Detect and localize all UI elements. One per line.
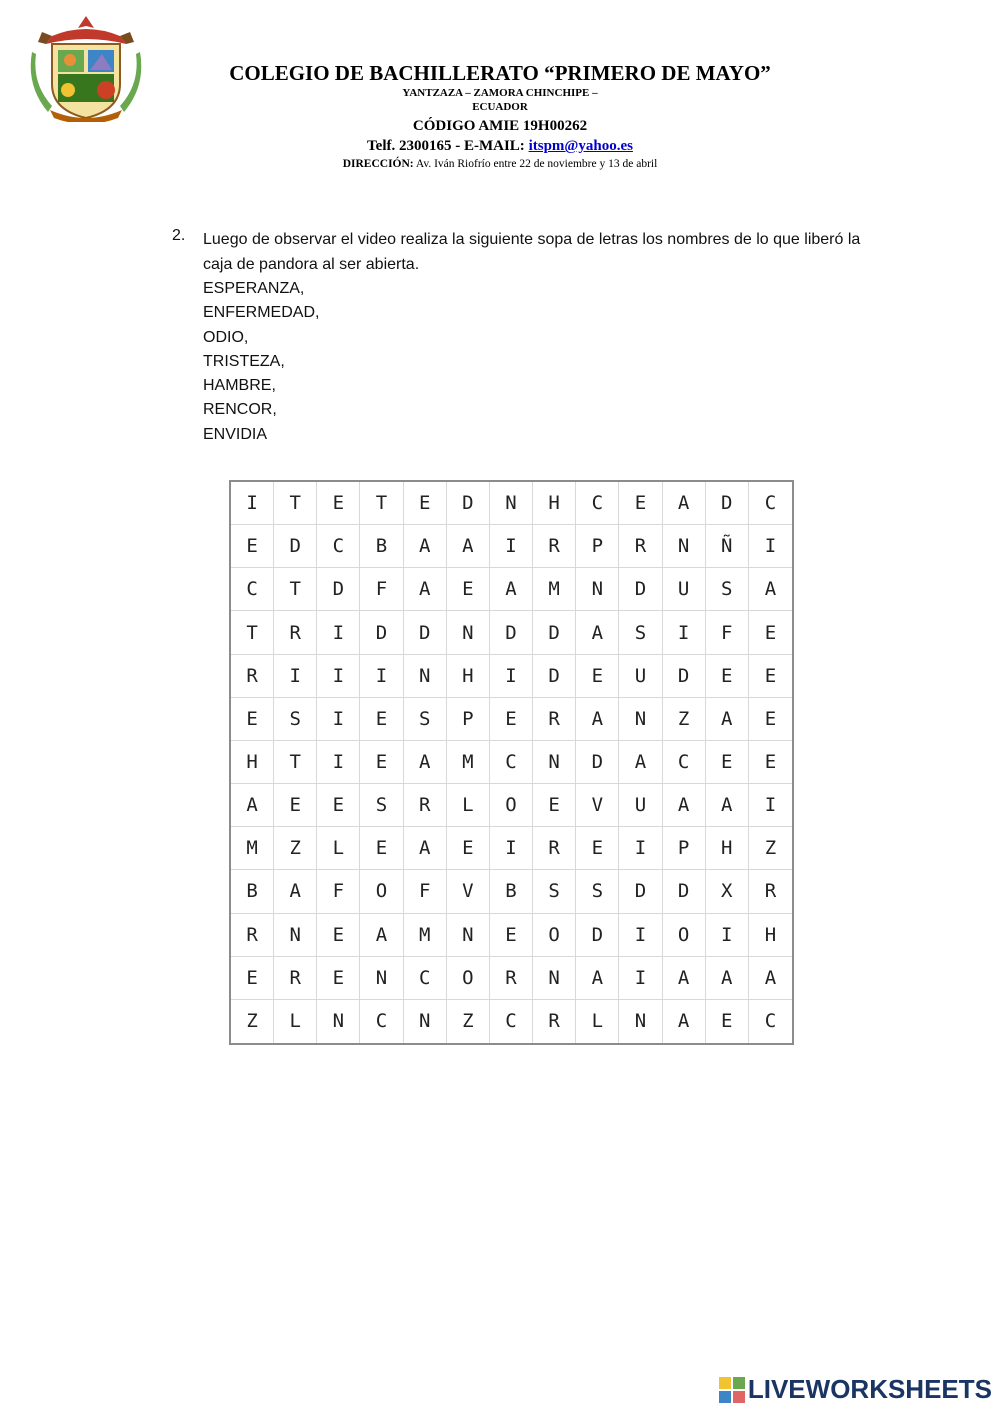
grid-cell[interactable]: I	[619, 827, 662, 870]
grid-cell[interactable]: N	[619, 698, 662, 741]
grid-cell[interactable]: S	[274, 698, 317, 741]
grid-cell[interactable]: B	[231, 870, 274, 913]
grid-cell[interactable]: Ñ	[706, 525, 749, 568]
grid-cell[interactable]: I	[490, 655, 533, 698]
grid-cell[interactable]: D	[533, 655, 576, 698]
grid-cell[interactable]: R	[533, 698, 576, 741]
grid-cell[interactable]: E	[490, 698, 533, 741]
grid-cell[interactable]: V	[576, 784, 619, 827]
grid-cell[interactable]: E	[706, 1000, 749, 1043]
address-label: DIRECCIÓN:	[342, 158, 414, 170]
grid-cell[interactable]: C	[490, 1000, 533, 1043]
grid-cell[interactable]: A	[447, 525, 490, 568]
grid-cell[interactable]: N	[533, 741, 576, 784]
grid-cell[interactable]: I	[619, 914, 662, 957]
grid-cell[interactable]: R	[231, 655, 274, 698]
grid-cell[interactable]: D	[317, 568, 360, 611]
school-address	[0, 156, 1000, 172]
grid-cell[interactable]: A	[749, 568, 792, 611]
grid-cell[interactable]: N	[317, 1000, 360, 1043]
grid-cell[interactable]: M	[447, 741, 490, 784]
grid-cell[interactable]: D	[706, 482, 749, 525]
grid-cell[interactable]: E	[317, 482, 360, 525]
school-email-link[interactable]: itspm@yahoo.es	[528, 138, 633, 154]
grid-cell[interactable]: N	[447, 611, 490, 654]
grid-cell[interactable]: E	[749, 611, 792, 654]
school-location-line2: ECUADOR	[472, 101, 528, 113]
grid-cell[interactable]: E	[231, 525, 274, 568]
word-list-item: ESPERANZA,	[203, 280, 305, 297]
grid-cell[interactable]: X	[706, 870, 749, 913]
grid-cell[interactable]: I	[274, 655, 317, 698]
grid-cell[interactable]: I	[231, 482, 274, 525]
grid-cell[interactable]: N	[619, 1000, 662, 1043]
grid-cell[interactable]: I	[317, 698, 360, 741]
grid-cell[interactable]: R	[231, 914, 274, 957]
grid-cell[interactable]: E	[404, 482, 447, 525]
grid-cell[interactable]: E	[749, 655, 792, 698]
grid-cell[interactable]: E	[447, 827, 490, 870]
grid-cell[interactable]: E	[619, 482, 662, 525]
question-text: Luego de observar el video realiza la siguiente sopa de letras los nombres de lo que liberó la caja de pandora al ser abierta.	[203, 231, 861, 273]
grid-cell[interactable]: T	[360, 482, 403, 525]
grid-cell[interactable]: C	[231, 568, 274, 611]
grid-cell[interactable]: F	[706, 611, 749, 654]
grid-cell[interactable]: M	[533, 568, 576, 611]
word-list-item: ENVIDIA	[203, 425, 268, 443]
grid-cell[interactable]: I	[749, 784, 792, 827]
grid-cell[interactable]: A	[663, 1000, 706, 1043]
grid-cell[interactable]: F	[317, 870, 360, 913]
grid-cell[interactable]: D	[619, 568, 662, 611]
grid-cell[interactable]: R	[404, 784, 447, 827]
question-number: 2.	[172, 227, 186, 244]
grid-cell[interactable]: N	[447, 914, 490, 957]
word-search-grid	[229, 480, 794, 1045]
grid-cell[interactable]: N	[404, 1000, 447, 1043]
grid-cell[interactable]: R	[533, 827, 576, 870]
grid-cell[interactable]: A	[663, 784, 706, 827]
grid-cell[interactable]: O	[360, 870, 403, 913]
grid-cell[interactable]: M	[231, 827, 274, 870]
grid-cell[interactable]: H	[533, 482, 576, 525]
grid-cell[interactable]: O	[533, 914, 576, 957]
grid-cell[interactable]: O	[663, 914, 706, 957]
grid-cell[interactable]: P	[576, 525, 619, 568]
grid-cell[interactable]: S	[576, 870, 619, 913]
grid-cell[interactable]: E	[317, 957, 360, 1000]
grid-cell[interactable]: L	[447, 784, 490, 827]
grid-cell[interactable]: L	[576, 1000, 619, 1043]
grid-cell[interactable]: E	[490, 914, 533, 957]
word-list-item: HAMBRE,	[203, 377, 276, 395]
grid-cell[interactable]: H	[706, 827, 749, 870]
word-list-item: RENCOR,	[203, 401, 277, 419]
grid-cell[interactable]: H	[231, 741, 274, 784]
grid-cell[interactable]: U	[619, 784, 662, 827]
grid-cell[interactable]: I	[490, 525, 533, 568]
address-text: Av. Iván Riofrío entre 22 de noviembre y 13 de abril	[413, 158, 658, 170]
grid-cell[interactable]: E	[317, 784, 360, 827]
grid-cell[interactable]: M	[404, 914, 447, 957]
grid-cell[interactable]: E	[576, 655, 619, 698]
grid-cell[interactable]: U	[619, 655, 662, 698]
grid-cell[interactable]: D	[404, 611, 447, 654]
grid-cell[interactable]: I	[706, 914, 749, 957]
grid-cell[interactable]: U	[663, 568, 706, 611]
grid-cell[interactable]: I	[490, 827, 533, 870]
grid-cell[interactable]: E	[576, 827, 619, 870]
grid-cell[interactable]: N	[490, 482, 533, 525]
school-code: CÓDIGO AMIE 19H00262	[412, 118, 588, 134]
grid-cell[interactable]: S	[619, 611, 662, 654]
grid-cell[interactable]: N	[360, 957, 403, 1000]
grid-cell[interactable]: I	[317, 611, 360, 654]
school-location-line1: YANTZAZA – ZAMORA CHINCHIPE –	[402, 87, 598, 99]
grid-cell[interactable]: T	[231, 611, 274, 654]
grid-cell[interactable]: E	[749, 698, 792, 741]
grid-cell[interactable]: E	[360, 741, 403, 784]
grid-cell[interactable]: Z	[749, 827, 792, 870]
grid-cell[interactable]: D	[576, 914, 619, 957]
liveworksheets-brand	[719, 1374, 992, 1405]
grid-cell[interactable]: A	[576, 957, 619, 1000]
grid-cell[interactable]: S	[533, 870, 576, 913]
grid-cell[interactable]: O	[490, 784, 533, 827]
grid-cell[interactable]: A	[749, 957, 792, 1000]
brand-text: LIVEWORKSHEETS	[747, 1374, 992, 1404]
grid-cell[interactable]: N	[274, 914, 317, 957]
grid-cell[interactable]: D	[533, 611, 576, 654]
school-phone: Telf. 2300165 - E-MAIL:	[367, 138, 529, 154]
grid-cell[interactable]: D	[274, 525, 317, 568]
grid-cell[interactable]: C	[404, 957, 447, 1000]
grid-cell[interactable]: A	[360, 914, 403, 957]
grid-cell[interactable]: S	[706, 568, 749, 611]
grid-cell[interactable]: B	[360, 525, 403, 568]
grid-cell[interactable]: A	[404, 525, 447, 568]
grid-cell[interactable]: A	[663, 957, 706, 1000]
school-contact	[0, 136, 1000, 156]
grid-cell[interactable]: C	[764, 1010, 777, 1033]
grid-cell[interactable]: I	[317, 655, 360, 698]
grid-cell[interactable]: A	[706, 784, 749, 827]
grid-cell[interactable]: C	[317, 525, 360, 568]
grid-cell[interactable]: H	[749, 914, 792, 957]
grid-cell[interactable]: P	[663, 827, 706, 870]
grid-cell[interactable]: F	[404, 870, 447, 913]
grid-cell[interactable]: N	[576, 568, 619, 611]
grid-cell[interactable]: A	[231, 784, 274, 827]
grid-cell[interactable]: N	[663, 525, 706, 568]
grid-cell[interactable]: D	[663, 655, 706, 698]
grid-cell[interactable]: I	[619, 957, 662, 1000]
word-search-cells	[231, 482, 792, 1043]
grid-cell[interactable]: S	[404, 698, 447, 741]
grid-cell[interactable]: Z	[274, 827, 317, 870]
grid-cell[interactable]: Z	[663, 698, 706, 741]
grid-cell[interactable]: D	[619, 870, 662, 913]
grid-cell[interactable]: B	[490, 870, 533, 913]
grid-cell[interactable]: E	[360, 827, 403, 870]
grid-cell[interactable]: L	[274, 1000, 317, 1043]
grid-cell[interactable]: I	[317, 741, 360, 784]
grid-cell[interactable]: C	[576, 482, 619, 525]
grid-cell[interactable]: P	[447, 698, 490, 741]
grid-cell[interactable]: H	[447, 655, 490, 698]
grid-cell[interactable]: A	[663, 482, 706, 525]
word-list	[203, 277, 319, 447]
grid-cell[interactable]: R	[619, 525, 662, 568]
grid-cell[interactable]: Z	[447, 1000, 490, 1043]
grid-cell[interactable]: V	[447, 870, 490, 913]
grid-cell[interactable]: A	[404, 827, 447, 870]
liveworksheets-logo-icon	[719, 1377, 745, 1403]
school-name: COLEGIO DE BACHILLERATO “PRIMERO DE MAYO”	[229, 61, 771, 85]
grid-cell[interactable]: A	[576, 611, 619, 654]
grid-cell[interactable]: R	[749, 870, 792, 913]
grid-cell[interactable]: N	[533, 957, 576, 1000]
grid-cell[interactable]: C	[749, 482, 792, 525]
grid-cell[interactable]: T	[274, 482, 317, 525]
grid-cell[interactable]: A	[490, 568, 533, 611]
grid-cell[interactable]: R	[490, 957, 533, 1000]
grid-cell[interactable]: A	[404, 568, 447, 611]
grid-cell[interactable]: R	[274, 611, 317, 654]
word-list-item: ODIO,	[203, 328, 249, 346]
grid-cell[interactable]: E	[274, 784, 317, 827]
word-list-item: ENFERMEDAD,	[203, 304, 320, 322]
grid-cell[interactable]: N	[404, 655, 447, 698]
school-header	[0, 60, 1000, 172]
grid-cell[interactable]: E	[231, 698, 274, 741]
grid-cell[interactable]: C	[663, 741, 706, 784]
grid-cell[interactable]: E	[706, 655, 749, 698]
grid-cell[interactable]: D	[576, 741, 619, 784]
word-list-item: TRISTEZA,	[203, 352, 285, 370]
grid-cell[interactable]: A	[619, 741, 662, 784]
grid-cell[interactable]: E	[706, 741, 749, 784]
grid-cell[interactable]: R	[533, 525, 576, 568]
grid-cell[interactable]: O	[447, 957, 490, 1000]
grid-cell[interactable]: L	[317, 827, 360, 870]
grid-cell[interactable]: I	[360, 655, 403, 698]
grid-cell[interactable]: D	[360, 611, 403, 654]
grid-cell[interactable]: A	[576, 698, 619, 741]
grid-cell[interactable]: D	[490, 611, 533, 654]
grid-cell[interactable]: S	[360, 784, 403, 827]
grid-cell[interactable]: E	[317, 914, 360, 957]
grid-cell[interactable]: D	[663, 870, 706, 913]
grid-cell[interactable]: T	[274, 568, 317, 611]
grid-cell[interactable]: T	[274, 741, 317, 784]
grid-cell[interactable]: C	[360, 1000, 403, 1043]
grid-cell[interactable]: E	[360, 698, 403, 741]
grid-cell[interactable]: A	[706, 698, 749, 741]
grid-cell[interactable]: E	[749, 741, 792, 784]
grid-cell[interactable]: R	[274, 957, 317, 1000]
grid-cell[interactable]: I	[749, 525, 792, 568]
grid-cell[interactable]: A	[404, 741, 447, 784]
grid-cell[interactable]: E	[447, 568, 490, 611]
grid-cell[interactable]: A	[706, 957, 749, 1000]
grid-cell[interactable]: A	[274, 870, 317, 913]
grid-cell[interactable]: F	[360, 568, 403, 611]
grid-cell[interactable]: I	[663, 611, 706, 654]
grid-cell[interactable]: Z	[231, 1000, 274, 1043]
grid-cell[interactable]: E	[533, 784, 576, 827]
grid-cell[interactable]: R	[533, 1000, 576, 1043]
grid-cell[interactable]: C	[490, 741, 533, 784]
grid-cell[interactable]: E	[231, 957, 274, 1000]
grid-cell[interactable]: D	[447, 482, 490, 525]
